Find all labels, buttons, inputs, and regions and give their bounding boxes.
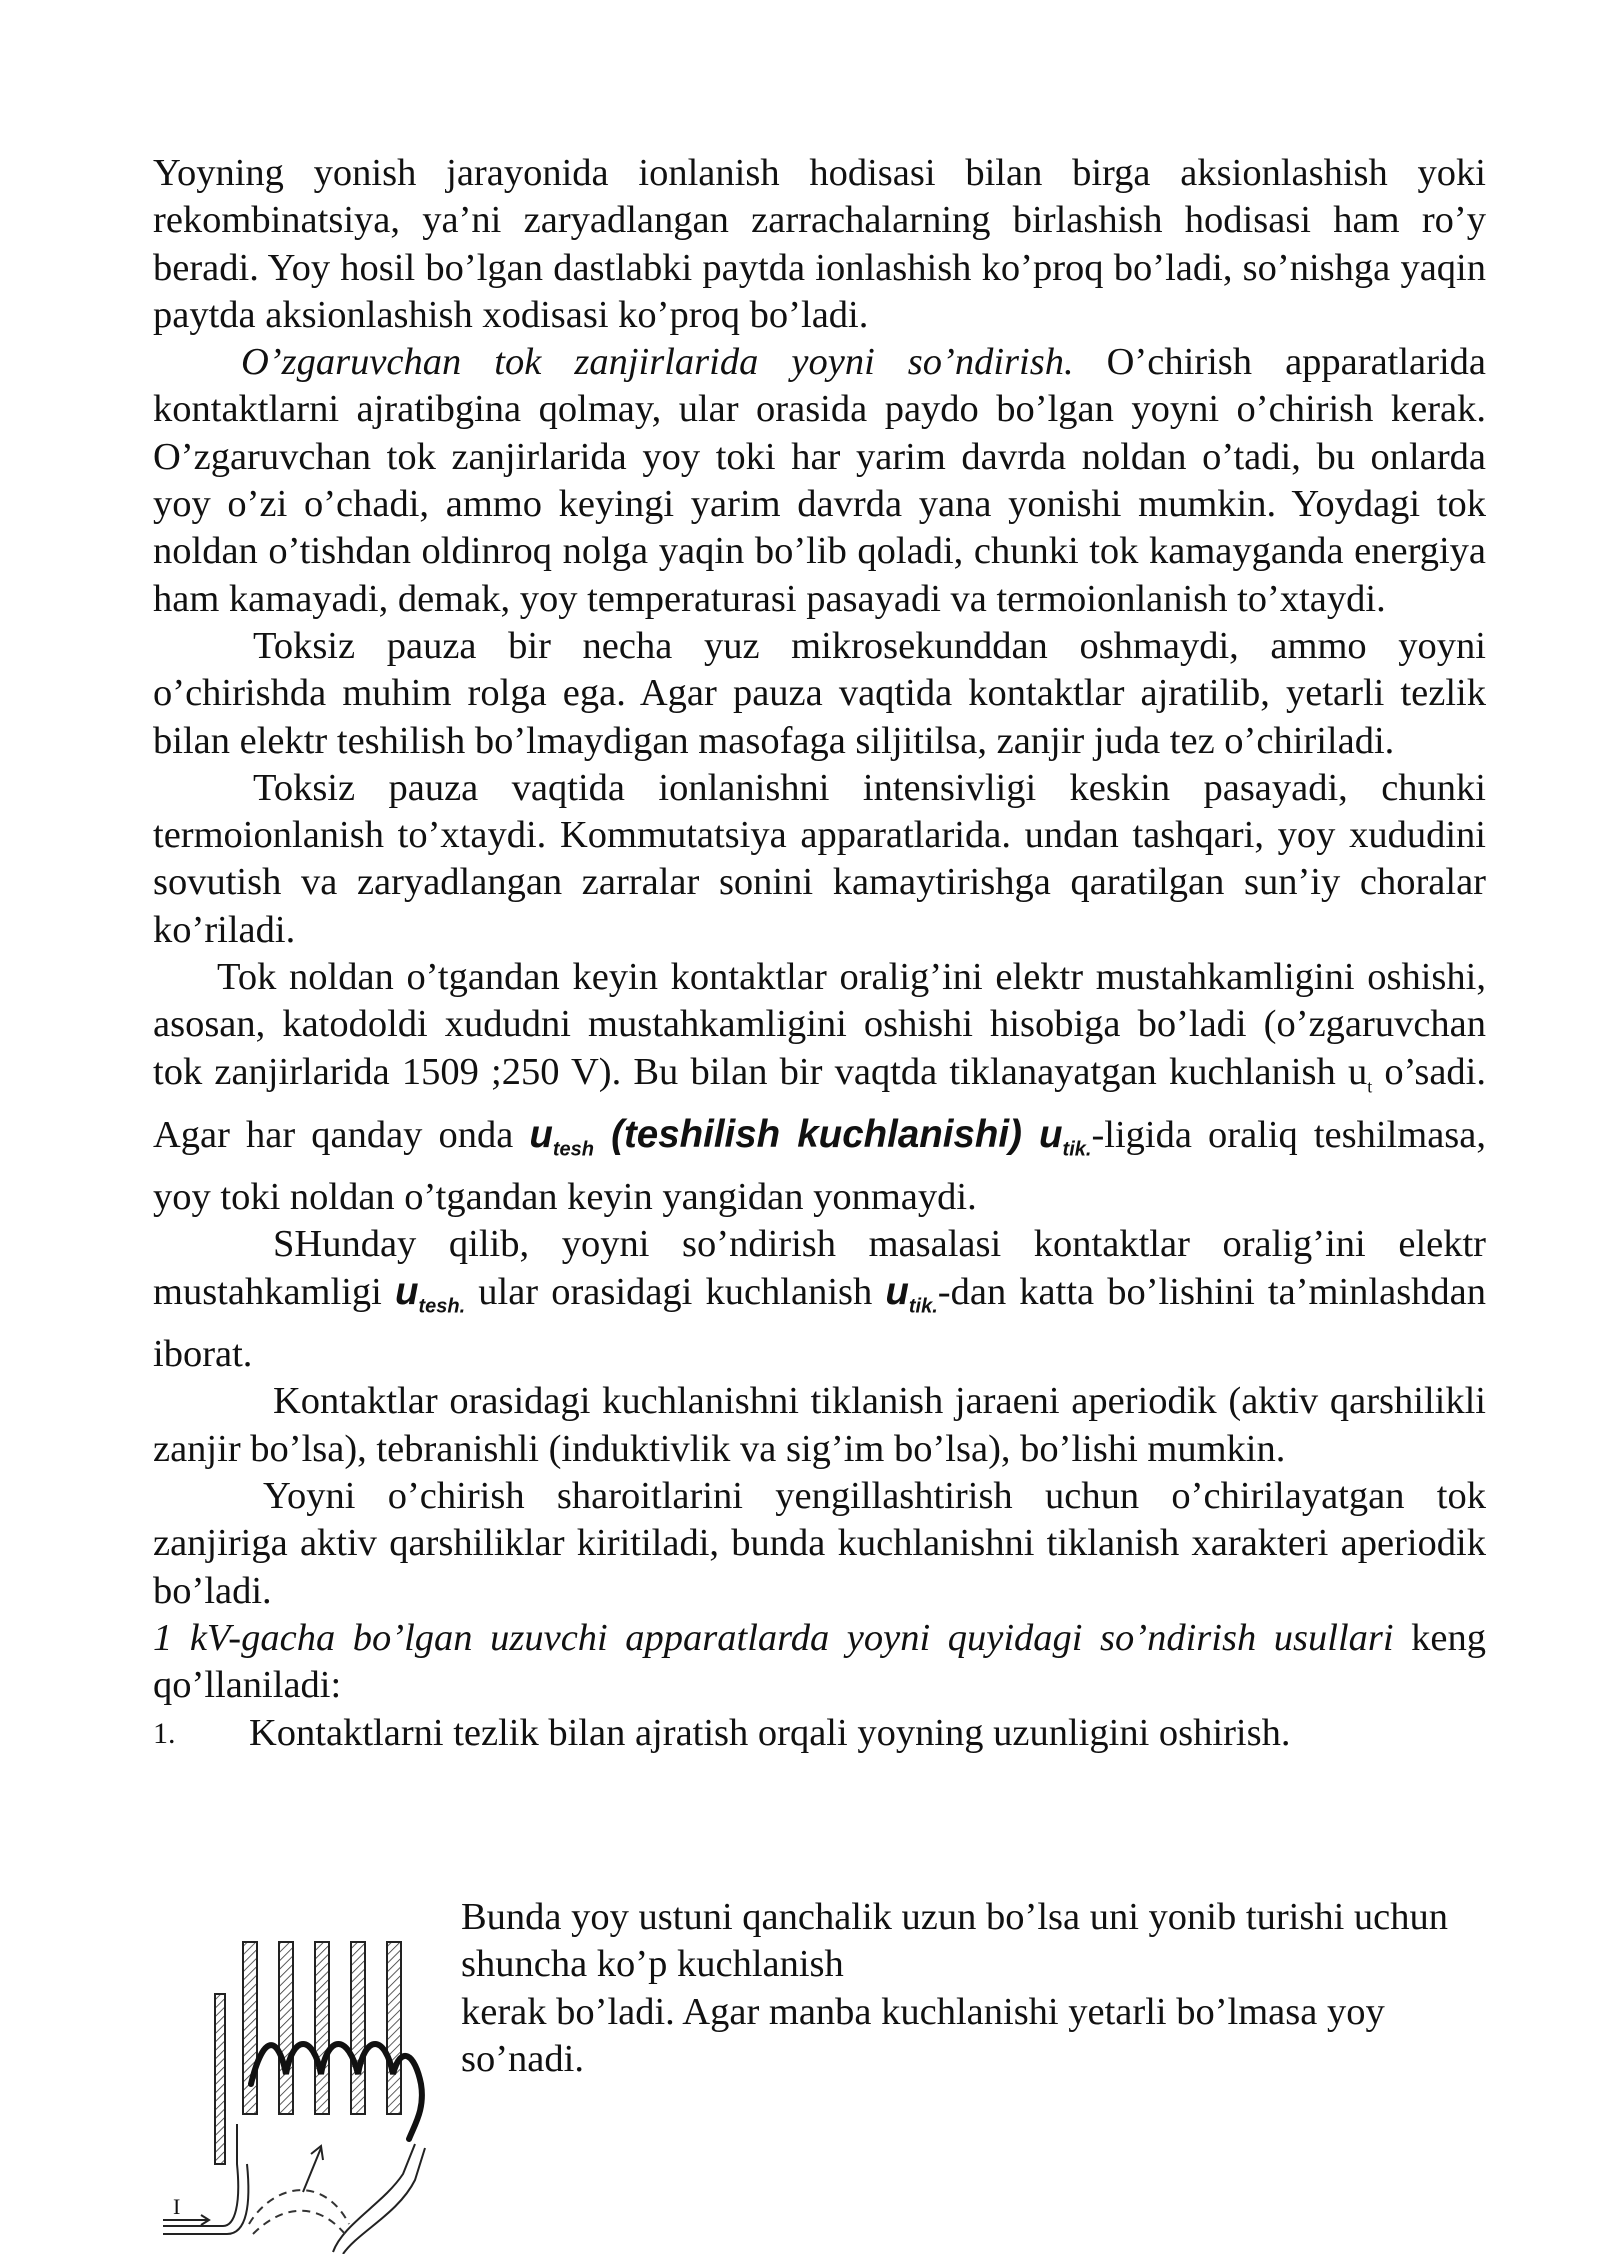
paragraph-6-part-a: SHunday qilib, yoyni so’ndirish masalasi kontaktlar oralig’ini elektr mustahkamligi <box>153 1222 1486 1314</box>
arc-chute-plates <box>215 1942 401 2164</box>
paragraph-9-rest: keng qo’llaniladi: <box>153 1616 1487 1707</box>
list-number: 1. <box>153 1716 176 1750</box>
u-tik-symbol <box>885 1270 938 1318</box>
list-item-text: Kontaktlarni tezlik bilan ajratish orqali yoyning uzunligini oshirish. <box>249 1711 1291 1754</box>
figure-block <box>153 1894 1486 2262</box>
arc-motion-arrow <box>303 2146 323 2192</box>
paragraph-5-part-b: o’sadi. Agar har qanday onda <box>153 1050 1487 1156</box>
ut-subscript: t <box>1367 1076 1373 1097</box>
figure-text-line-2: kerak bo’ladi. Agar manba kuchlanishi yetarli bo’lmasa yoy so’nadi. <box>461 1990 1385 2080</box>
current-label: I <box>173 2194 181 2219</box>
paragraph-6-part-b: ular orasidagi kuchlanish <box>465 1271 886 1314</box>
figure-text-line-1: Bunda yoy ustuni qanchalik uzun bo’lsa uni yonib turishi uchun shuncha ko’p kuchlanish <box>461 1896 1448 1986</box>
paragraph-9-italic: 1 kV-gacha bo’lgan uzuvchi apparatlarda yoyni quyidagi so’ndirish usullari <box>153 1616 1394 1659</box>
paragraph-6-part-c: -dan katta bo’lishini ta’minlashdan iborat. <box>153 1271 1487 1376</box>
paragraph-2-body: O’chirish apparatlarida kontaktlarni ajratibgina qolmay, ular orasida paydo bo’lgan yoyni o’chirish kerak. O’zgaruvchan tok zanjirlarida yoy toki har yarim davrda noldan o’tadi, bu onlarda yoy o’zi o’chadi, ammo keyingi yarim davrda yana yonishi mumkin. Yoydagi tok noldan o’tishdan oldinroq nolga yaqin bo’lib qoladi, chunki tok kamayganda energiya ham kamayadi, demak, yoy temperaturasi pasayadi va termoionlanish to’xtaydi. <box>153 341 1486 620</box>
paragraph-8: Yoyni o’chirish sharoitlarini yengillashtirish uchun o’chirilayatgan tok zanjiriga aktiv qarshiliklar kiritiladi, bunda kuchlanishni tiklanish xarakteri aperiodik bo’ladi. <box>153 1475 1486 1612</box>
paragraph-6 <box>153 1221 1486 1379</box>
u-symbol: u <box>394 1270 419 1314</box>
paragraph-3: Toksiz pauza bir necha yuz mikrosekunddan oshmaydi, ammo yoyni o’chirishda muhim rolga ega. Agar pauza vaqtida kontaktlar ajratilib, yetarli tezlik bilan elektr teshilish bo’lmaydigan masofaga siljitilsa, zanjir juda tez o’chiriladi. <box>153 624 1486 762</box>
paragraph-5-part-c: -ligida oraliq teshilmasa, yoy toki noldan o’tgandan keyin yangidan yonmaydi. <box>153 1113 1486 1218</box>
tik-subscript: tik. <box>908 1295 938 1318</box>
section-heading-italic: O’zgaruvchan tok zanjirlarida yoyni so’ndirish. <box>241 341 1074 384</box>
tesh-subscript: tesh <box>552 1138 595 1161</box>
paragraph-4: Toksiz pauza vaqtida ionlanishni intensivligi keskin pasayadi, chunki termoionlanish to’xtaydi. Kommutatsiya apparatlarida. undan tashqari, yoy xududini sovutish va zaryadlangan zarralar sonini kamaytirishga qaratilgan sun’iy choralar ko’riladi. <box>153 766 1486 951</box>
body-text <box>153 150 1486 1757</box>
paragraph-7: Kontaktlar orasidagi kuchlanishni tiklanish jaraeni aperiodik (aktiv qarshilikli zanjir bo’lsa), tebranishli (induktivlik va sig’im bo’lsa), bo’lishi mumkin. <box>153 1380 1486 1470</box>
paragraph-5 <box>153 954 1486 1221</box>
u-tesh-symbol <box>529 1112 595 1161</box>
initial-arc-dashed <box>249 2190 349 2224</box>
current-arrow <box>163 2215 209 2225</box>
u-symbol: u <box>529 1112 553 1156</box>
paragraph-9 <box>153 1615 1486 1710</box>
paragraph-2 <box>153 339 1486 623</box>
tik-subscript: tik. <box>1062 1138 1092 1161</box>
arc-chute-figure <box>153 1934 453 2254</box>
u-symbol: u <box>1039 1112 1063 1156</box>
u-tik-symbol <box>1039 1112 1092 1161</box>
paragraph-5-part-a: Tok noldan o’tgandan keyin kontaktlar oralig’ini elektr mustahkamligini oshishi, asosan, katodoldi xududni mustahkamligini oshishi hisobiga bo’ladi (o’zgaruvchan tok zanjirlarida 1509 ;250 V). Bu bilan bir vaqtda tiklanayatgan kuchlanish u <box>153 956 1486 1093</box>
tesh-subscript: tesh. <box>418 1295 466 1318</box>
u-symbol: u <box>885 1270 909 1314</box>
list-item <box>153 1710 1486 1757</box>
paragraph-1: Yoyning yonish jarayonida ionlanish hodisasi bilan birga aksionlashish yoki rekombinatsiya, ya’ni zaryadlangan zarrachalarning birlashish hodisasi ham ro’y beradi. Yoy hosil bo’lgan dastlabki paytda ionlashish ko’proq bo’ladi, so’nishga yaqin paytda aksionlashish xodisasi ko’proq bo’ladi. <box>153 152 1486 336</box>
teshilish-phrase: (teshilish kuchlanishi) <box>594 1112 1040 1156</box>
u-tesh-symbol <box>394 1270 466 1318</box>
figure-caption-text <box>461 1894 1486 2083</box>
